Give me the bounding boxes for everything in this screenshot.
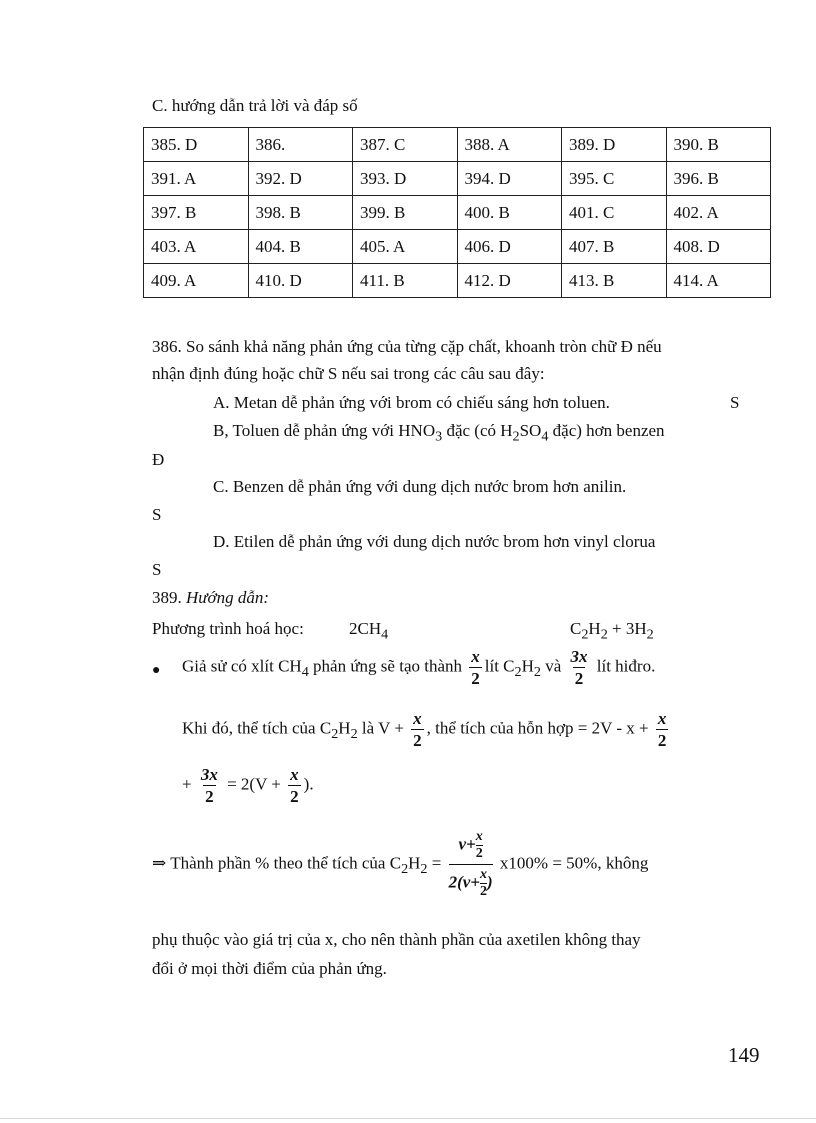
q386-answer-a: S (730, 393, 740, 412)
answer-cell: 410. D (248, 264, 353, 298)
fraction-x-over-2: $\frac{x}{2}$ (413, 709, 422, 750)
table-row (144, 196, 771, 230)
answer-cell: 400. B (457, 196, 562, 230)
section-heading: C. hướng dẫn trả lời và đáp số (152, 96, 358, 115)
q386-answer-d: S (152, 560, 162, 579)
answer-cell: 386. (248, 128, 353, 162)
answer-cell: 403. A (144, 230, 249, 264)
q386-option-a: A. Metan dễ phản ứng với brom có chiếu sáng hơn toluen. (213, 393, 610, 412)
q386-line1: 386. So sánh khả năng phản ứng của từng cặp chất, khoanh tròn chữ Đ nếu (152, 337, 662, 356)
fraction-x-over-2: $\frac{x}{2}$ (290, 765, 299, 806)
q386-option-c: C. Benzen dễ phản ứng với dung dịch nước brom hơn anilin. (213, 477, 627, 496)
table-row (144, 264, 771, 298)
answer-cell: 393. D (353, 162, 458, 196)
answer-cell: 414. A (666, 264, 771, 298)
fraction-x-over-2: $\frac{x}{2}$ (471, 647, 480, 688)
table-row (144, 230, 771, 264)
q389-equation-label: Phương trình hoá học: (152, 619, 304, 638)
answer-cell: 396. B (666, 162, 771, 196)
answer-cell: 395. C (562, 162, 667, 196)
fraction-3x-over-2: $\frac{3x}{2}$ (570, 647, 588, 688)
page-bottom-divider (0, 1118, 816, 1119)
answer-cell: 406. D (457, 230, 562, 264)
answer-cell: 388. A (457, 128, 562, 162)
q389-line5: phụ thuộc vào giá trị của x, cho nên thành phần của axetilen không thay (152, 930, 641, 949)
answer-cell: 394. D (457, 162, 562, 196)
q389-title: 389. Hướng dẫn: (152, 588, 270, 607)
answer-cell: 399. B (353, 196, 458, 230)
bullet-icon: ● (152, 663, 161, 678)
answer-cell: 411. B (353, 264, 458, 298)
answer-cell: 387. C (353, 128, 458, 162)
q386-answer-c: S (152, 505, 162, 524)
q389-line6: đổi ở mọi thời điểm của phản ứng. (152, 959, 387, 978)
q389-equation-left: $2CH_4$ (349, 619, 389, 643)
answer-cell: 390. B (666, 128, 771, 162)
q386-option-d: D. Etilen dễ phản ứng với dung dịch nước brom hơn vinyl clorua (213, 532, 656, 551)
q389-line4: ⇒ Thành phần % theo thể tích của $C_2H_2$ = v+ $\frac{x}{2}$ 2(v+ $\frac{x}{2}$ ) x100% = 50%, không (152, 829, 649, 899)
q389-line2: Khi đó, thể tích của $C_2H_2$ là V + $\frac{x}{2}$ , thể tích của hỗn hợp = 2V - x + $\frac{x}{2}$ (182, 709, 667, 750)
answer-cell: 398. B (248, 196, 353, 230)
q386-option-b: B, Toluen dễ phản ứng với $HNO_3$ đặc (có $H_2SO_4$ đặc) hơn benzen (213, 421, 665, 445)
answer-cell: 401. C (562, 196, 667, 230)
fraction-x-over-2: $\frac{x}{2}$ (480, 867, 487, 899)
fraction-x-over-2: $\frac{x}{2}$ (657, 709, 667, 750)
percentage-fraction: v+ $\frac{x}{2}$ 2(v+ $\frac{x}{2}$ ) (448, 829, 493, 899)
table-row (144, 128, 771, 162)
fraction-x-over-2: $\frac{x}{2}$ (475, 829, 483, 861)
answer-cell: 409. A (144, 264, 249, 298)
page-number: 149 (728, 1043, 760, 1067)
answer-cell: 392. D (248, 162, 353, 196)
table-row (144, 162, 771, 196)
answer-cell: 402. A (666, 196, 771, 230)
answer-table (143, 127, 771, 298)
answer-cell: 408. D (666, 230, 771, 264)
fraction-3x-over-2: $\frac{3x}{2}$ (200, 765, 218, 806)
answer-cell: 389. D (562, 128, 667, 162)
q389-equation-right: $C_2H_2 + 3H_2$ (570, 619, 654, 643)
answer-cell: 385. D (144, 128, 249, 162)
answer-cell: 412. D (457, 264, 562, 298)
q389-line3: + $\frac{3x}{2}$ = 2(V + $\frac{x}{2}$ ). (182, 765, 314, 806)
answer-cell: 405. A (353, 230, 458, 264)
answer-cell: 391. A (144, 162, 249, 196)
q386-line2: nhận định đúng hoặc chữ S nếu sai trong các câu sau đây: (152, 364, 545, 383)
q389-line1: Giả sử có xlít $CH_4$ phản ứng sẽ tạo thành $\frac{x}{2}$ lít $C_2H_2$ và $\frac{3x}{2}$ lít hiđro. (182, 647, 656, 688)
answer-cell: 404. B (248, 230, 353, 264)
answer-cell: 413. B (562, 264, 667, 298)
answer-cell: 407. B (562, 230, 667, 264)
q386-answer-b: Đ (152, 450, 165, 469)
answer-cell: 397. B (144, 196, 249, 230)
